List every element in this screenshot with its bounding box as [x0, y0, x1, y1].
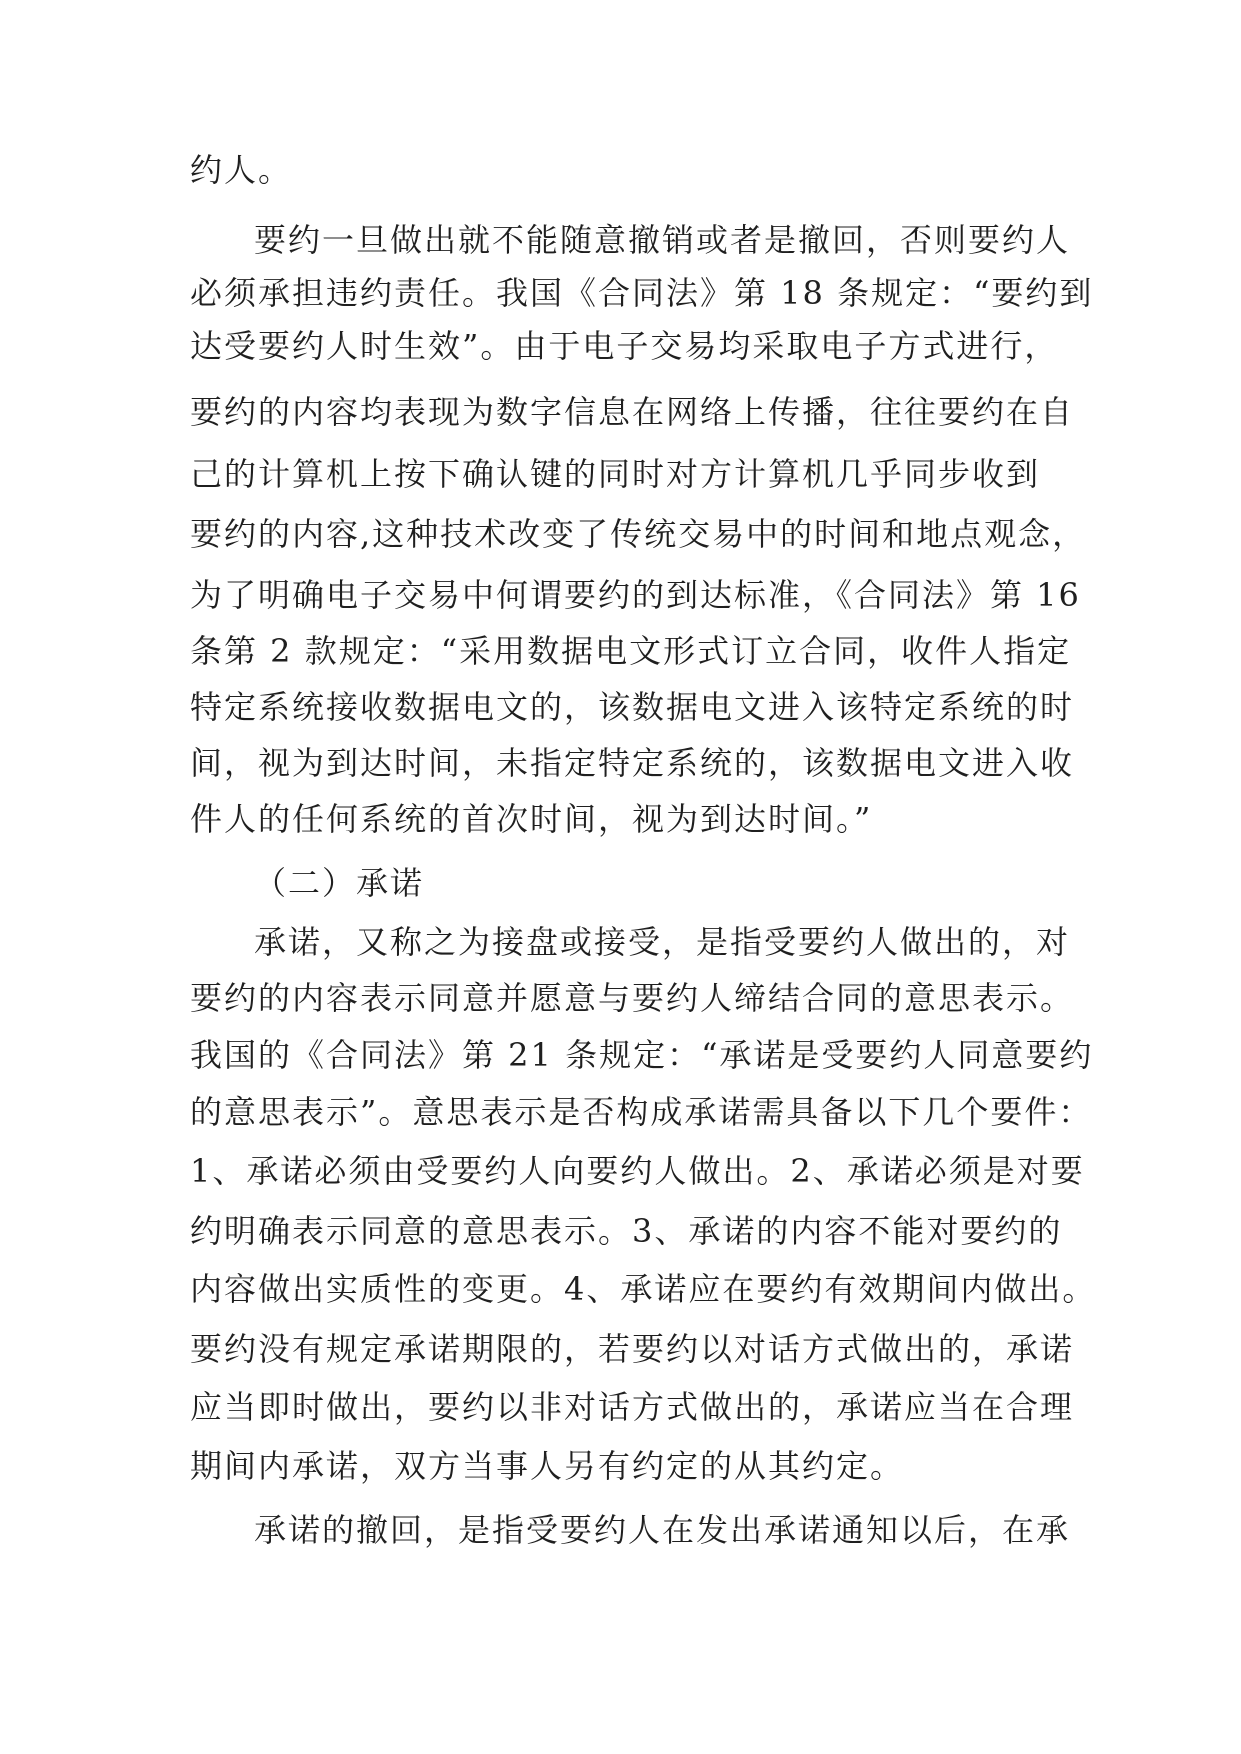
text-line: 应当即时做出，要约以非对话方式做出的，承诺应当在合理 [190, 1388, 1075, 1426]
text-line: 期间内承诺，双方当事人另有约定的从其约定。 [190, 1447, 905, 1485]
text-line: 约明确表示同意的意思表示。3、承诺的内容不能对要约的 [190, 1212, 1063, 1250]
text-line: 要约的内容表示同意并愿意与要约人缔结合同的意思表示。 [190, 979, 1075, 1017]
text-line: 条第 2 款规定：“采用数据电文形式订立合同，收件人指定 [190, 632, 1072, 670]
text-line: 要约没有规定承诺期限的，若要约以对话方式做出的，承诺 [190, 1330, 1075, 1368]
text-line: 必须承担违约责任。我国《合同法》第 18 条规定：“要约到 [190, 274, 1094, 312]
text-line: 内容做出实质性的变更。4、承诺应在要约有效期间内做出。 [190, 1270, 1097, 1308]
text-line: 间，视为到达时间，未指定特定系统的，该数据电文进入收 [190, 744, 1075, 782]
paragraph-first-line: 承诺的撤回，是指受要约人在发出承诺通知以后，在承 [254, 1511, 1071, 1549]
text-line: 件人的任何系统的首次时间，视为到达时间。” [190, 800, 873, 838]
text-line: 1、承诺必须由受要约人向要约人做出。2、承诺必须是对要 [190, 1152, 1085, 1190]
text-line: 约人。 [190, 151, 293, 189]
text-line: 特定系统接收数据电文的，该数据电文进入该特定系统的时 [190, 688, 1075, 726]
text-line: 己的计算机上按下确认键的同时对方计算机几乎同步收到 [190, 455, 1041, 493]
text-line: 要约的内容,这种技术改变了传统交易中的时间和地点观念， [190, 515, 1087, 553]
text-line: 我国的《合同法》第 21 条规定：“承诺是受要约人同意要约 [190, 1036, 1094, 1074]
paragraph-first-line: 承诺，又称之为接盘或接受，是指受要约人做出的，对 [254, 923, 1071, 961]
section-heading: （二）承诺 [254, 864, 425, 902]
text-line: 的意思表示”。意思表示是否构成承诺需具备以下几个要件： [190, 1093, 1093, 1131]
text-line: 要约的内容均表现为数字信息在网络上传播，往往要约在自 [190, 393, 1075, 431]
text-line: 达受要约人时生效”。由于电子交易均采取电子方式进行， [190, 327, 1059, 365]
text-line: 为了明确电子交易中何谓要约的到达标准，《合同法》第 16 [190, 576, 1081, 614]
paragraph-first-line: 要约一旦做出就不能随意撤销或者是撤回，否则要约人 [254, 221, 1071, 259]
